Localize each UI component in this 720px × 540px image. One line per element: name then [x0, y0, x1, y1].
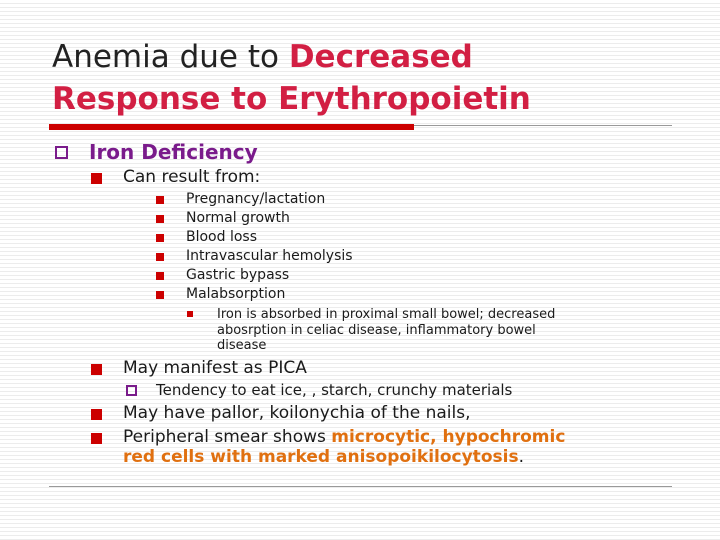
smear-line-2 — [123, 447, 524, 467]
cause-item: Pregnancy/lactation — [186, 191, 326, 207]
note-line: abosrption in celiac disease, inflammatory bowel — [217, 323, 536, 338]
hollow-square-bullet-icon — [55, 146, 68, 159]
square-bullet-icon — [91, 173, 102, 184]
square-bullet-icon — [187, 311, 193, 317]
title-highlight-2: Response to Erythropoietin — [52, 81, 531, 117]
smear-prefix: Peripheral smear shows — [123, 427, 332, 447]
smear-highlight-2: red cells with marked anisopoikilocytosis — [123, 447, 519, 467]
title-underline — [414, 125, 672, 126]
square-bullet-icon — [156, 291, 164, 299]
title-plain: Anemia due to — [52, 39, 289, 75]
slide-title — [52, 36, 531, 120]
note-line: disease — [217, 338, 267, 353]
topic-heading: Iron Deficiency — [89, 140, 258, 164]
pica-label: May manifest as PICA — [123, 358, 307, 378]
title-underline-accent — [49, 124, 414, 130]
can-result-label: Can result from: — [123, 167, 261, 187]
pica-detail: Tendency to eat ice, , starch, crunchy materials — [156, 381, 513, 399]
smear-suffix: . — [518, 447, 524, 467]
square-bullet-icon — [156, 272, 164, 280]
cause-item: Malabsorption — [186, 286, 286, 302]
cause-item: Normal growth — [186, 210, 290, 226]
note-line: Iron is absorbed in proximal small bowel; decreased — [217, 307, 556, 322]
square-bullet-icon — [91, 364, 102, 375]
title-line-1 — [52, 36, 531, 78]
smear-line-1 — [123, 427, 565, 447]
square-bullet-icon — [91, 433, 102, 444]
title-highlight-1: Decreased — [288, 39, 473, 75]
smear-highlight-1: microcytic, hypochromic — [331, 427, 566, 447]
square-bullet-icon — [156, 196, 164, 204]
pallor-text: May have pallor, koilonychia of the nails, — [123, 403, 471, 423]
square-bullet-icon — [156, 253, 164, 261]
cause-item: Blood loss — [186, 229, 258, 245]
cause-item: Gastric bypass — [186, 267, 290, 283]
square-bullet-icon — [156, 215, 164, 223]
hollow-square-bullet-icon — [126, 385, 137, 396]
footer-divider — [49, 486, 672, 487]
square-bullet-icon — [156, 234, 164, 242]
cause-item: Intravascular hemolysis — [186, 248, 353, 264]
square-bullet-icon — [91, 409, 102, 420]
